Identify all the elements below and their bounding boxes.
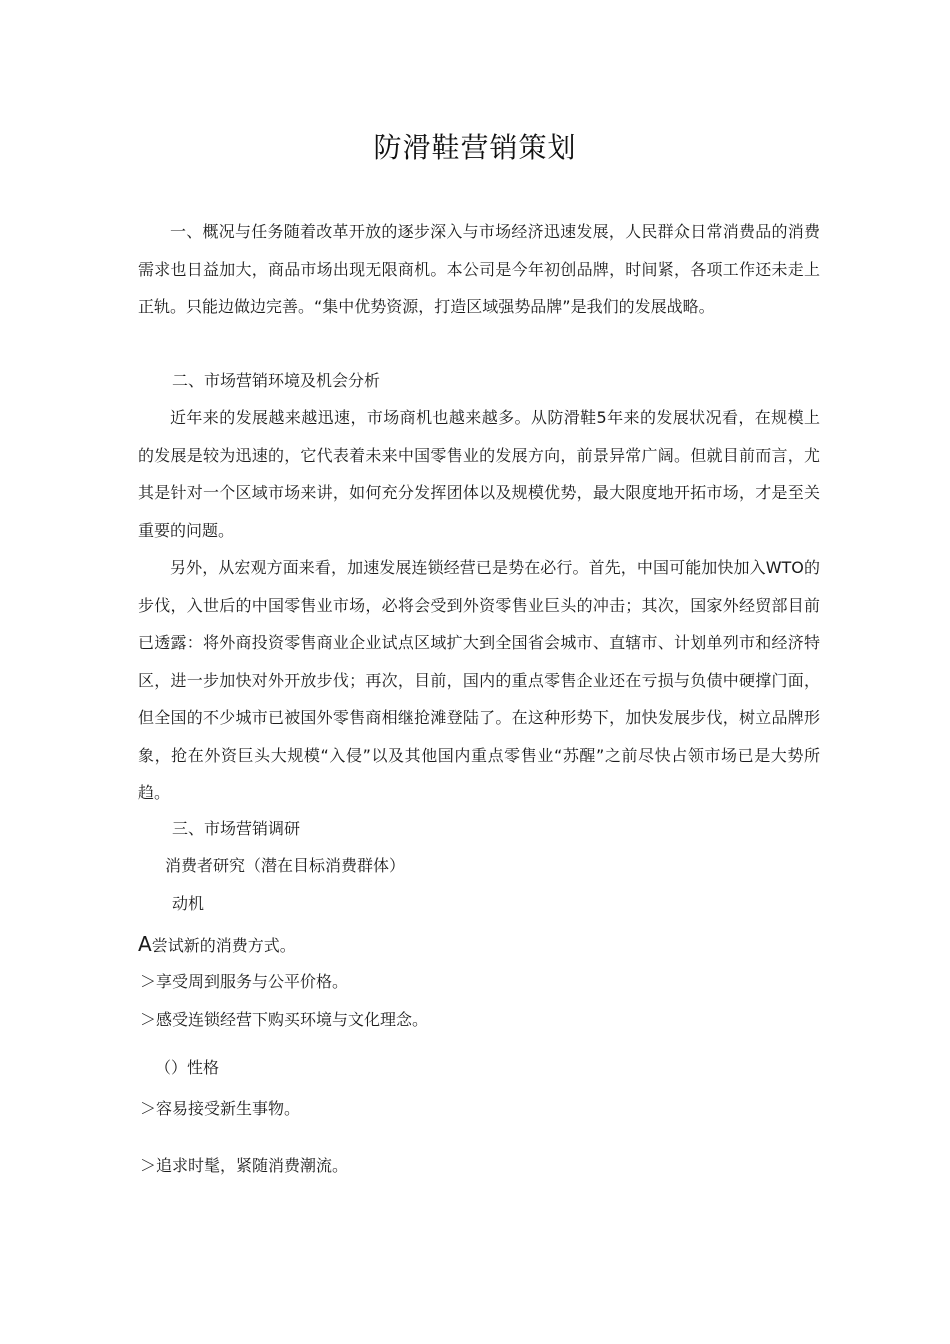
section-heading-market-research: 三、市场营销调研 xyxy=(172,819,301,838)
motivation-item-2: ＞享受周到服务与公平价格。 xyxy=(140,972,349,991)
personality-item-1: ＞容易接受新生事物。 xyxy=(140,1099,301,1118)
paragraph-overview: 一、概况与任务随着改革开放的逐步深入与市场经济迅速发展，人民群众日常消费品的消费需求也日益加大，商品市场出现无限商机。本公司是今年初创品牌，时间紧，各项工作还未走上正轨。只能边做边完善。“集中优势资源，打造区域强势品牌”是我们的发展战略。 xyxy=(138,222,820,316)
document-title: 防滑鞋营销策划 xyxy=(373,131,577,164)
bullet-marker: A xyxy=(138,932,152,956)
motivation-item-1-text: 尝试新的消费方式。 xyxy=(151,936,296,955)
motivation-item-1 xyxy=(138,932,296,958)
motivation-item-3: ＞感受连锁经营下购买环境与文化理念。 xyxy=(140,1010,429,1029)
subheading-consumer-research: 消费者研究（潜在目标消费群体） xyxy=(165,856,406,875)
paragraph-macro-analysis: 另外，从宏观方面来看，加速发展连锁经营已是势在必行。首先，中国可能加快加入WTO的步伐，入世后的中国零售业市场，必将会受到外资零售业巨头的冲击；其次，国家外经贸部目前已透露：将外商投资零售商业企业试点区域扩大到全国省会城市、直辖市、计划单列市和经济特区，进一步加快对外开放步伐；再次，目前，国内的重点零售企业还在亏损与负债中硬撑门面，但全国的不少城市已被国外零售商相继抢滩登陆了。在这种形势下，加快发展步伐，树立品牌形象，抢在外资巨头大规模“入侵”以及其他国内重点零售业“苏醒”之前尽快占领市场已是大势所趋。 xyxy=(138,558,820,802)
subheading-motivation: 动机 xyxy=(172,894,205,913)
section-heading-market-environment: 二、市场营销环境及机会分析 xyxy=(172,371,381,390)
paragraph-market-development: 近年来的发展越来越迅速，市场商机也越来越多。从防滑鞋5年来的发展状况看，在规模上的发展是较为迅速的，它代表着未来中国零售业的发展方向，前景异常广阔。但就目前而言，尤其是针对一个区域市场来讲，如何充分发挥团体以及规模优势，最大限度地开拓市场，才是至关重要的问题。 xyxy=(138,408,820,540)
subheading-personality: （）性格 xyxy=(155,1058,220,1077)
personality-item-2: ＞追求时髦，紧随消费潮流。 xyxy=(140,1156,349,1175)
